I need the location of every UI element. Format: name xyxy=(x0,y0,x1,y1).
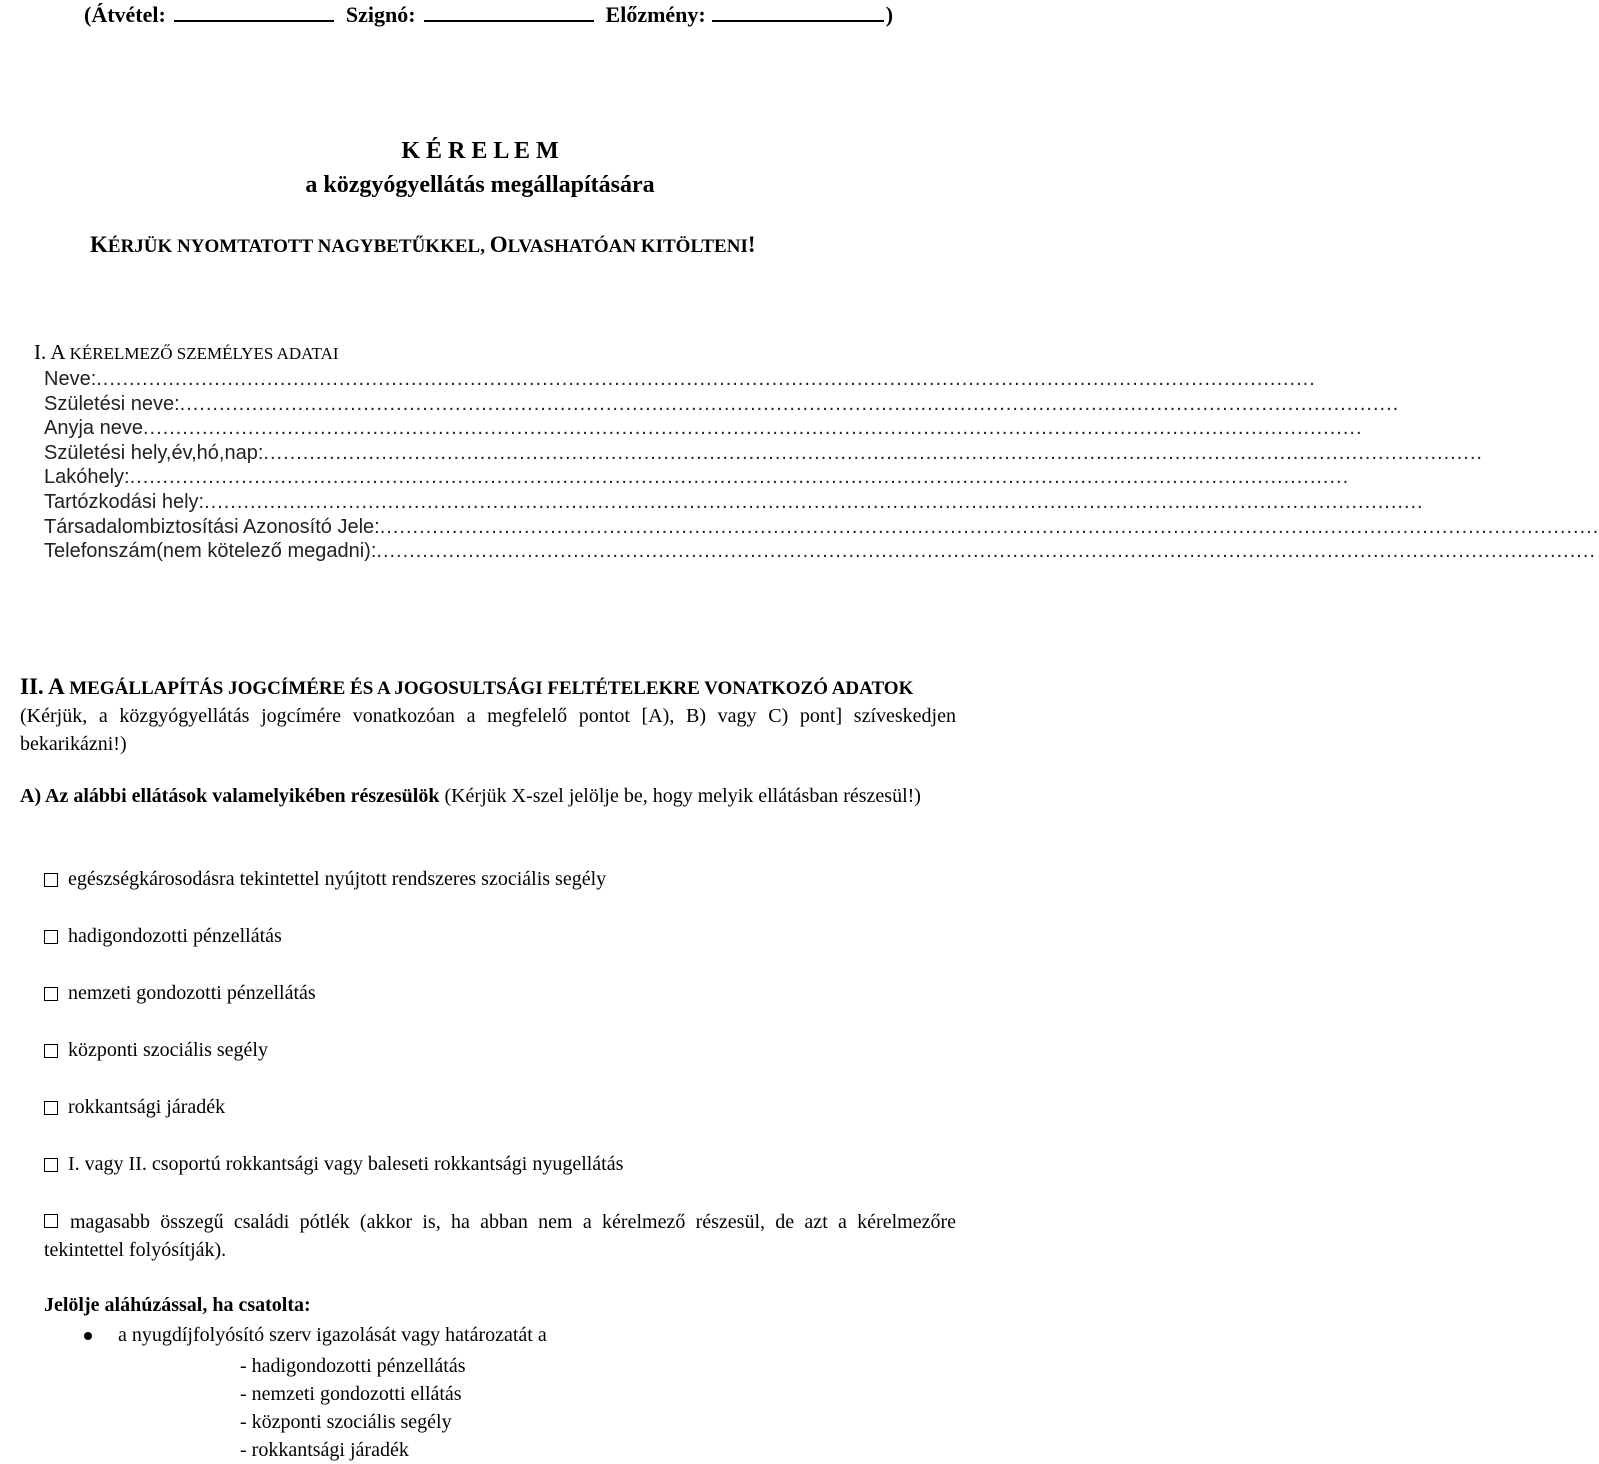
atvetel-label: Átvétel: xyxy=(91,2,166,27)
atvetel-blank[interactable] xyxy=(174,2,334,22)
form-title: K É R E L E M xyxy=(401,138,559,164)
personal-data-fields xyxy=(44,368,1599,565)
field-phone[interactable]: Telefonszám(nem kötelező megadni): .......................................................................................................................................................................................... xyxy=(44,540,1596,563)
elozmeny-blank[interactable] xyxy=(712,2,884,22)
option-row-6[interactable]: I. vagy II. csoportú rokkantsági vagy baleseti rokkantsági nyugellátás xyxy=(44,1153,623,1176)
fill-instruction: KÉRJÜK NYOMTATOTT NAGYBETŰKKEL, OLVASHATÓAN KITÖLTENI! xyxy=(90,232,756,257)
section-2-title: II. A MEGÁLLAPÍTÁS JOGCÍMÉRE ÉS A JOGOSULTSÁGI FELTÉTELEKRE VONATKOZÓ ADATOK xyxy=(20,674,914,699)
field-birth-place-date[interactable]: Születési hely,év,hó,nap: .......................................................................................................................................................................................... xyxy=(44,441,1483,464)
section-1-title: I. A KÉRELMEZŐ SZEMÉLYES ADATAI xyxy=(34,340,339,364)
attachment-sub-item: - hadigondozotti pénzellátás xyxy=(240,1355,466,1377)
field-residence[interactable]: Lakóhely: .......................................................................................................................................................................................... xyxy=(44,466,1350,489)
field-birth-name[interactable]: Születési neve: .......................................................................................................................................................................................... xyxy=(44,392,1400,415)
option-row-1[interactable]: egészségkárosodásra tekintettel nyújtott rendszeres szociális segély xyxy=(44,868,606,891)
bullet-icon xyxy=(84,1332,92,1340)
option-row-2[interactable]: hadigondozotti pénzellátás xyxy=(44,925,282,948)
checkbox[interactable] xyxy=(44,873,58,887)
close-paren: ) xyxy=(885,2,894,27)
checkbox[interactable] xyxy=(44,930,58,944)
form-subtitle: a közgyógyellátás megállapítására xyxy=(305,172,655,198)
section-2-note: (Kérjük, a közgyógyellátás jogcímére vonatkozóan a megfelelő pontot [A), B) vagy C) pont] szíveskedjen bekarikázni!) xyxy=(20,705,956,755)
option-row-3[interactable]: nemzeti gondozotti pénzellátás xyxy=(44,982,316,1005)
attachment-title: Jelölje aláhúzással, ha csatolta: xyxy=(44,1294,311,1316)
option-a-heading: A) Az alábbi ellátások valamelyikében részesülök (Kérjük X-szel jelölje be, hogy melyik ellátásban részesül!) xyxy=(20,785,921,807)
checkbox[interactable] xyxy=(44,987,58,1001)
checkbox[interactable] xyxy=(44,1044,58,1058)
field-taj-number[interactable]: Társadalombiztosítási Azonosító Jele: .......................................................................................................................................................................................... xyxy=(44,515,1599,538)
checkbox[interactable] xyxy=(44,1214,58,1228)
szigno-blank[interactable] xyxy=(424,2,594,22)
checkbox[interactable] xyxy=(44,1101,58,1115)
elozmeny-label: Előzmény: xyxy=(605,2,706,27)
field-stay-address[interactable]: Tartózkodási hely: .......................................................................................................................................................................................... xyxy=(44,490,1424,513)
intake-header xyxy=(84,2,893,28)
checkbox[interactable] xyxy=(44,1158,58,1172)
attachment-sub-item: - nemzeti gondozotti ellátás xyxy=(240,1383,462,1405)
attachment-item: a nyugdíjfolyósító szerv igazolását vagy határozatát a xyxy=(84,1324,547,1347)
attachment-sub-item: - központi szociális segély xyxy=(240,1411,452,1433)
attachment-sublist xyxy=(240,1352,465,1464)
option-row-5[interactable]: rokkantsági járadék xyxy=(44,1096,225,1119)
option-row-4[interactable]: központi szociális segély xyxy=(44,1039,268,1062)
field-mother-name[interactable]: Anyja neve .......................................................................................................................................................................................... xyxy=(44,417,1363,440)
option-row-7[interactable]: magasabb összegű családi pótlék (akkor is, ha abban nem a kérelmező részesül, de azt a kérelmezőre tekintettel folyósítják). xyxy=(44,1211,956,1261)
szigno-label: Szignó: xyxy=(345,2,416,27)
open-paren: ( xyxy=(84,2,92,27)
field-name[interactable]: Neve: .......................................................................................................................................................................................... xyxy=(44,368,1316,390)
attachment-sub-item: - rokkantsági járadék xyxy=(240,1439,409,1461)
